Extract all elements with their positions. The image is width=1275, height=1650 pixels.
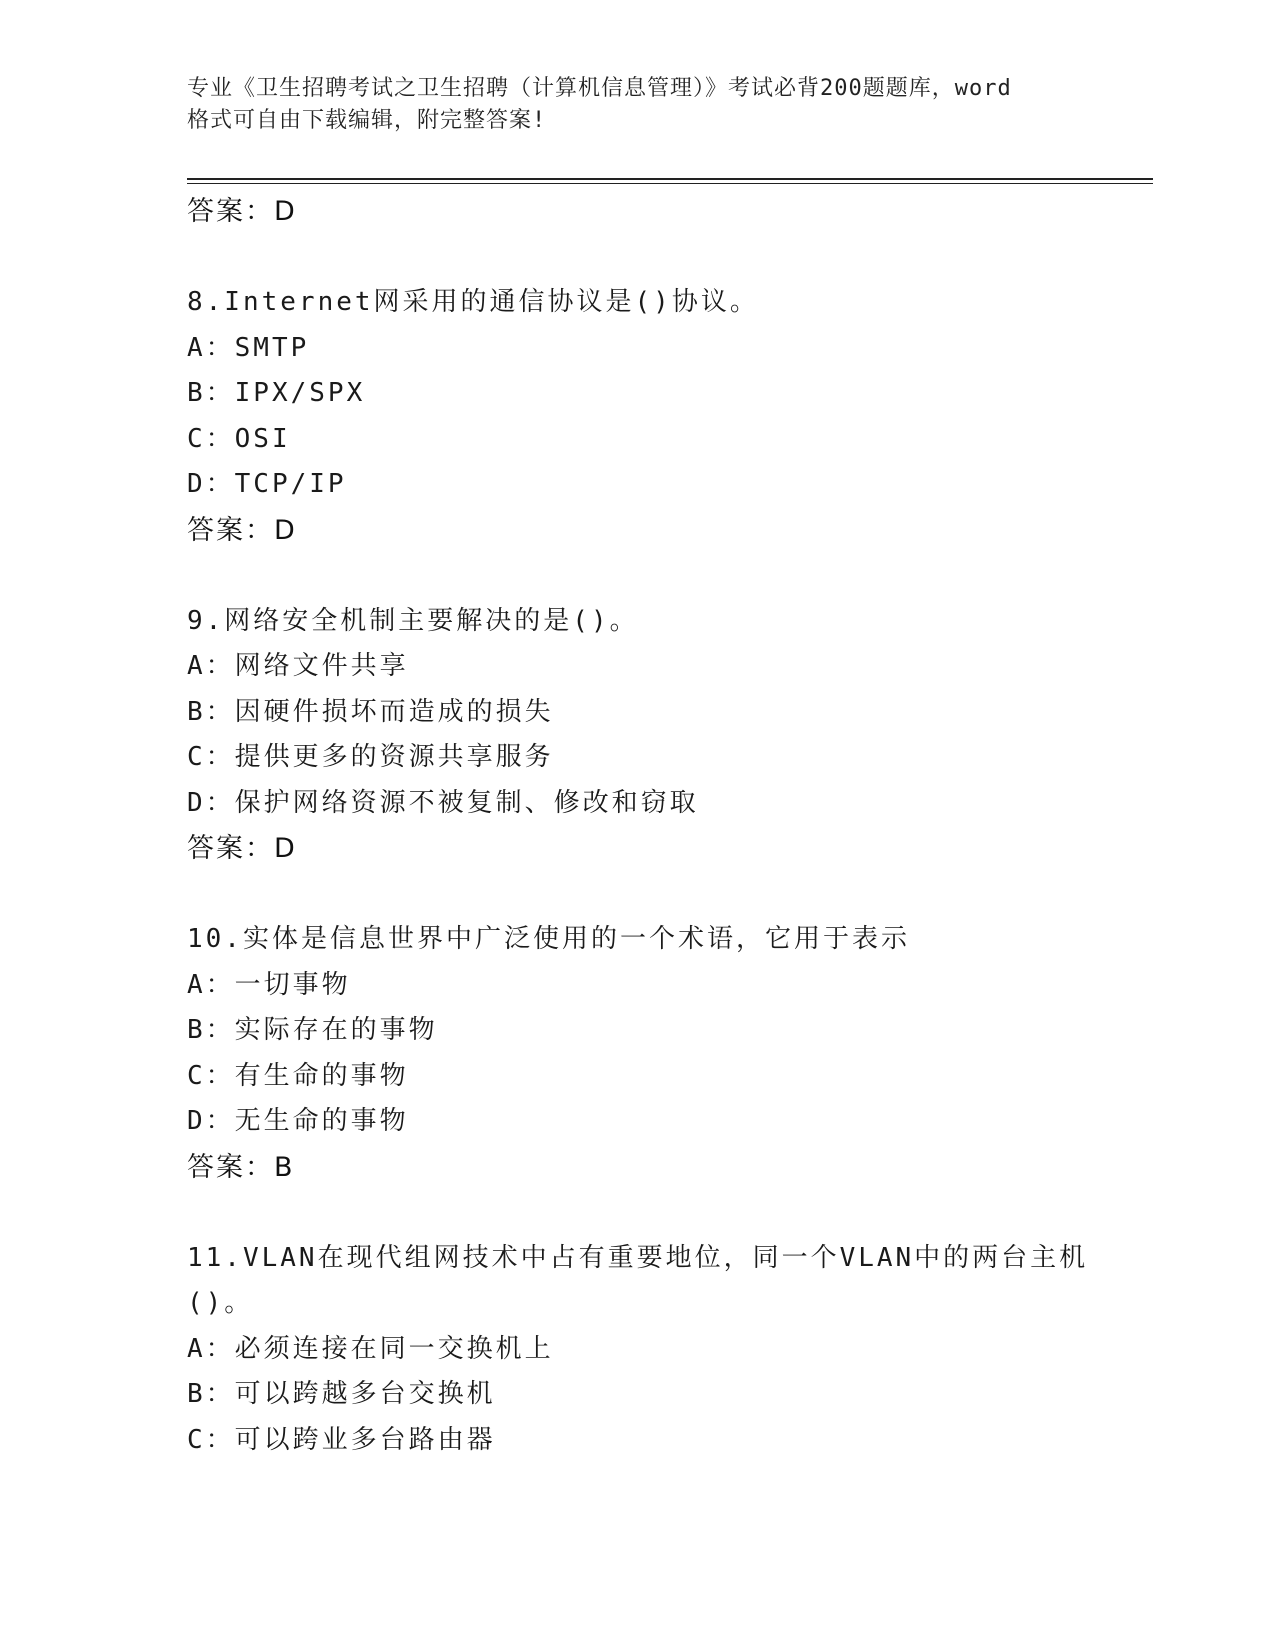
option-b: B：可以跨越多台交换机 — [187, 1379, 496, 1409]
option-a: A：网络文件共享 — [187, 651, 409, 681]
answer-line: 答案：B — [187, 1151, 295, 1183]
header-line-2: 格式可自由下载编辑，附完整答案! — [187, 108, 547, 133]
option-c: C：有生命的事物 — [187, 1060, 409, 1091]
option-d: D：保护网络资源不被复制、修改和窃取 — [187, 787, 699, 818]
spacer — [187, 872, 1087, 918]
question-11 — [187, 1236, 1087, 1464]
spacer — [187, 553, 1087, 599]
header-line-1: 专业《卫生招聘考试之卫生招聘（计算机信息管理）》考试必背200题题库，word — [187, 76, 1012, 101]
question-10 — [187, 917, 1087, 1190]
header-divider-thick — [187, 178, 1153, 180]
document-body — [187, 189, 1087, 1463]
document-header — [187, 73, 1087, 137]
question-stem-continued: ()。 — [187, 1288, 254, 1318]
option-a: A：SMTP — [187, 332, 310, 363]
question-stem: 9.网络安全机制主要解决的是()。 — [187, 605, 639, 636]
option-c: C：提供更多的资源共享服务 — [187, 742, 554, 772]
option-b: B：IPX/SPX — [187, 378, 366, 408]
question-stem: 11.VLAN在现代组网技术中占有重要地位，同一个VLAN中的两台主机 — [187, 1242, 1089, 1273]
question-stem: 10.实体是信息世界中广泛使用的一个术语，它用于表示 — [187, 924, 910, 954]
option-c: C：OSI — [187, 423, 291, 454]
answer-line: 答案：D — [187, 833, 297, 864]
option-c: C：可以跨业多台路由器 — [187, 1424, 496, 1455]
option-b: B：实际存在的事物 — [187, 1015, 438, 1045]
spacer — [187, 1190, 1087, 1236]
answer-line: 答案：D — [187, 514, 297, 546]
answer-line: 答案：D — [187, 196, 297, 227]
option-a: A：必须连接在同一交换机上 — [187, 1333, 554, 1364]
question-8 — [187, 280, 1087, 553]
option-b: B：因硬件损坏而造成的损失 — [187, 696, 554, 727]
question-stem: 8.Internet网采用的通信协议是()协议。 — [187, 287, 759, 317]
header-divider-thin — [187, 183, 1153, 184]
question-9 — [187, 599, 1087, 872]
option-d: D：无生命的事物 — [187, 1106, 409, 1136]
option-a: A：一切事物 — [187, 969, 351, 1000]
spacer — [187, 235, 1087, 281]
option-d: D：TCP/IP — [187, 469, 347, 499]
